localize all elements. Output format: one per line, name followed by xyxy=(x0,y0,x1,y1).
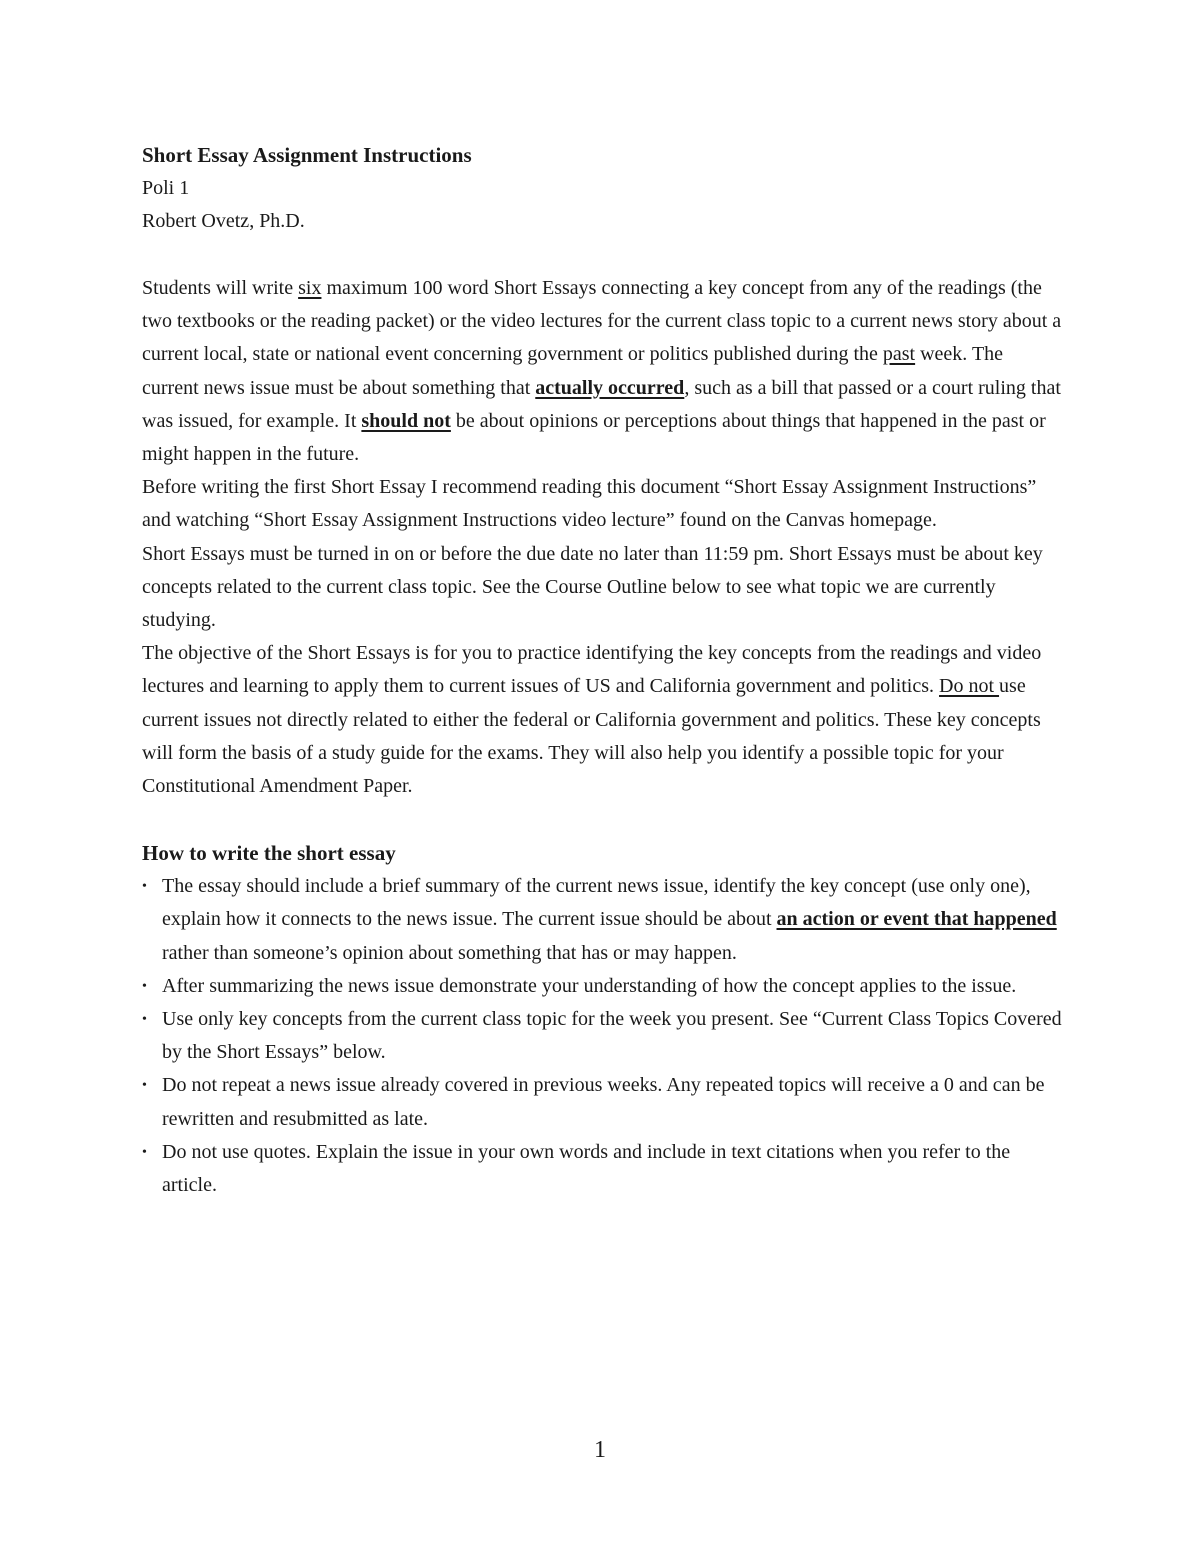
objective-paragraph xyxy=(142,637,1062,803)
author-name: Robert Ovetz, Ph.D. xyxy=(142,210,305,232)
text-run: The objective of the Short Essays is for you to practice identifying the key concepts from the readings and video lectures and learning to apply them to current issues of US and California government and politics. xyxy=(142,642,1042,698)
bullet-icon: • xyxy=(142,1144,147,1160)
list-item xyxy=(142,870,1062,970)
underlined-text: Do not xyxy=(939,675,1000,698)
text-run: Do not use quotes. Explain the issue in your own words and include in text citations when you refer to the article. xyxy=(162,1140,1011,1197)
text-run: Use only key concepts from the current class topic for the week you present. See “Current Class Topics Covered by the Short Essays” below. xyxy=(162,1008,1062,1064)
bold-underlined-text: an action or event that happened xyxy=(776,908,1057,931)
bullet-icon: • xyxy=(142,1078,147,1094)
document-title: Short Essay Assignment Instructions xyxy=(142,143,472,167)
intro-paragraph xyxy=(142,272,1062,471)
course-name: Poli 1 xyxy=(142,177,190,199)
text-run: After summarizing the news issue demonstrate your understanding of how the concept applies to the issue. xyxy=(162,974,1017,997)
text-run: Students will write xyxy=(142,277,299,299)
bullet-icon: • xyxy=(142,879,147,895)
text-run: use current issues not directly related to either the federal or California government and politics. These key concepts will form the basis of a study guide for the exams. They will also help you identify a possible topic for your Constitutional Amendment Paper. xyxy=(142,675,1041,798)
text-run: Do not repeat a news issue already covered in previous weeks. Any repeated topics will receive a 0 and can be rewritten and resubmitted as late. xyxy=(162,1074,1045,1130)
list-item xyxy=(142,970,1062,1003)
text-run: rather than someone’s opinion about something that has or may happen. xyxy=(162,941,737,964)
spacer xyxy=(142,803,1062,837)
page-number: 1 xyxy=(594,1437,606,1463)
text-run: The essay should include a brief summary of the current news issue, identify the key concept (use only one), explain how it connects to the news issue. The current issue should be about xyxy=(162,875,1031,931)
text-run: week. The current news issue must be about something that xyxy=(142,343,1004,399)
list-item xyxy=(142,1003,1062,1069)
bullet-icon: • xyxy=(142,978,147,994)
deadline-paragraph: Short Essays must be turned in on or before the due date no later than 11:59 pm. Short Essays must be about key concepts related to the current class topic. See the Course Outline below to see what topic we are currently studying. xyxy=(142,542,1043,632)
section-heading: How to write the short essay xyxy=(142,841,396,866)
bold-underlined-text: should not xyxy=(361,409,451,432)
bold-underlined-text: actually occurred xyxy=(535,376,685,399)
underlined-text: six xyxy=(298,277,322,299)
underlined-text: past xyxy=(882,343,916,366)
list-item xyxy=(142,1069,1062,1135)
spacer xyxy=(142,238,1062,272)
document-page xyxy=(142,139,1062,1202)
bullet-icon: • xyxy=(142,1012,147,1028)
text-run: , such as a bill that passed or a court ruling that was issued, for example. It xyxy=(142,376,1061,432)
recommendation-paragraph: Before writing the first Short Essay I recommend reading this document “Short Essay Assignment Instructions” and watching “Short Essay Assignment Instructions video lecture” found on the Canvas homepage. xyxy=(142,476,1037,532)
text-run: maximum 100 word Short Essays connecting a key concept from any of the readings (the two textbooks or the reading packet) or the video lectures for the current class topic to a current news story about a current local, state or national event concerning government or politics published during the xyxy=(142,277,1062,366)
instructions-list xyxy=(142,870,1062,1202)
text-run: be about opinions or perceptions about things that happened in the past or might happen in the future. xyxy=(142,409,1046,466)
list-item xyxy=(142,1136,1062,1202)
